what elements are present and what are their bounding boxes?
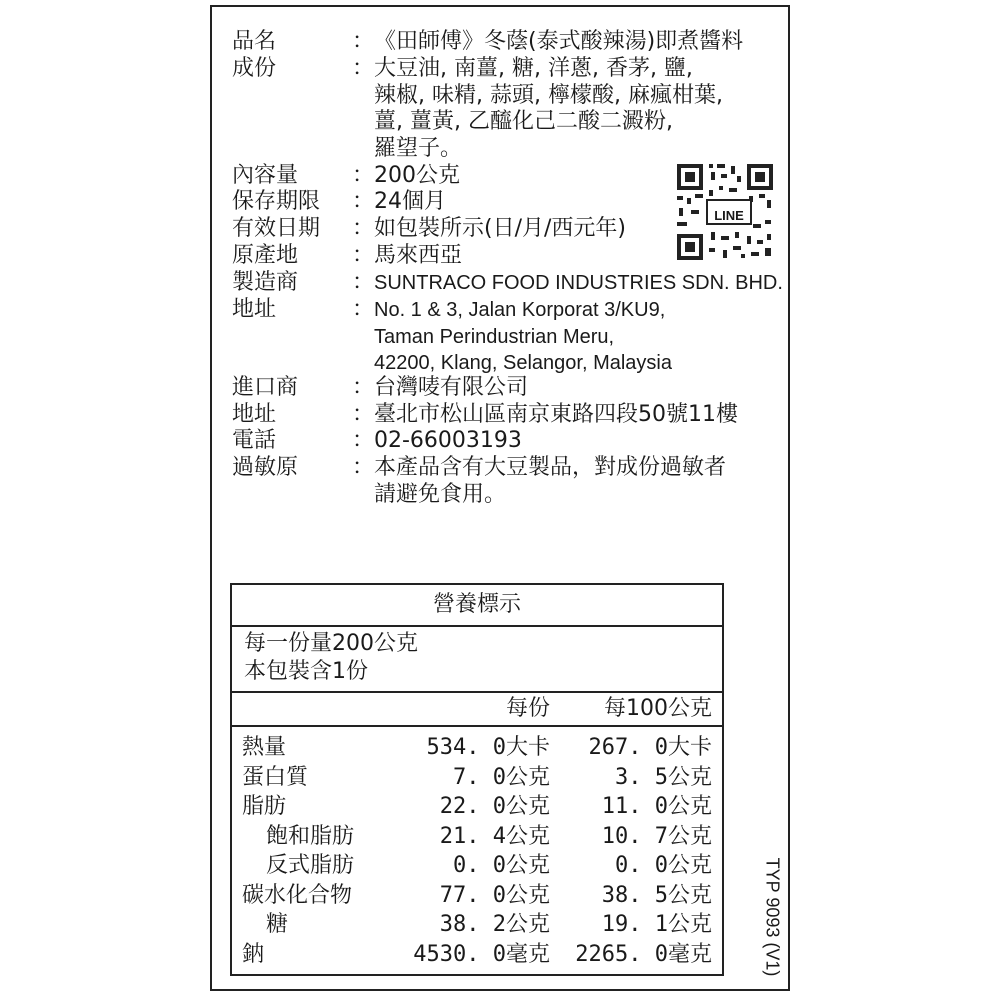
nutrient-name: 飽和脂肪 bbox=[266, 823, 355, 849]
info-value bbox=[374, 297, 672, 377]
info-value bbox=[374, 29, 743, 56]
nutrition-table bbox=[230, 583, 724, 976]
per-serving-value: 38. 2公克 bbox=[439, 912, 550, 937]
info-line: 臺北市松山區南京東路四段50號11樓 bbox=[374, 402, 738, 427]
nutrient-name: 蛋白質 bbox=[242, 764, 309, 790]
info-value bbox=[374, 428, 522, 455]
nutrition-row bbox=[232, 763, 722, 793]
product-label bbox=[210, 5, 790, 991]
info-line: SUNTRACO FOOD INDUSTRIES SDN. BHD. bbox=[374, 272, 783, 294]
info-value bbox=[374, 402, 738, 429]
nutrition-row bbox=[232, 733, 722, 763]
per-100g-value: 19. 1公克 bbox=[601, 912, 712, 937]
info-colon: ： bbox=[352, 163, 375, 188]
per-serving-value: 534. 0大卡 bbox=[426, 735, 550, 760]
header-per-100g: 每100公克 bbox=[604, 696, 712, 721]
info-value bbox=[374, 163, 460, 190]
nutrient-name: 脂肪 bbox=[242, 794, 287, 819]
per-serving-value: 4530. 0毫克 bbox=[413, 941, 550, 967]
info-value bbox=[374, 455, 726, 508]
info-colon: ： bbox=[352, 189, 375, 214]
nutrition-row bbox=[232, 940, 722, 970]
info-line: No. 1 & 3, Jalan Korporat 3/KU9, bbox=[374, 299, 666, 321]
info-colon: ： bbox=[352, 375, 375, 400]
info-key: 進口商 bbox=[232, 375, 299, 400]
nutrient-name: 碳水化合物 bbox=[242, 882, 353, 908]
info-line: 200公克 bbox=[374, 163, 460, 188]
info-colon: ： bbox=[352, 455, 375, 480]
info-colon: ： bbox=[352, 402, 375, 427]
info-value bbox=[374, 56, 723, 162]
info-line: 台灣唛有限公司 bbox=[374, 375, 529, 400]
nutrition-serving-info bbox=[232, 625, 722, 693]
per-100g-value: 0. 0公克 bbox=[615, 853, 712, 878]
info-line: 《田師傅》冬蔭(泰式酸辣湯)即煮醬料 bbox=[374, 29, 744, 54]
nutrition-row bbox=[232, 910, 722, 940]
nutrition-title: 營養標示 bbox=[232, 585, 722, 627]
info-line: 羅望子。 bbox=[374, 135, 463, 161]
info-line: 本產品含有大豆製品，對成份過敏者 bbox=[374, 455, 727, 480]
label-code bbox=[757, 852, 787, 982]
info-line: 請避免食用。 bbox=[374, 481, 507, 507]
header-per-serving: 每份 bbox=[505, 696, 550, 721]
info-value bbox=[374, 270, 783, 297]
info-value bbox=[374, 189, 446, 216]
qr-logo-text: LINE bbox=[714, 208, 744, 223]
per-serving-value: 22. 0公克 bbox=[439, 794, 550, 819]
nutrient-name: 熱量 bbox=[242, 735, 287, 760]
label-code-text: TYP 9093 (V1) bbox=[762, 857, 783, 977]
nutrient-name: 糖 bbox=[266, 912, 289, 937]
per-100g-value: 267. 0大卡 bbox=[588, 735, 712, 760]
serving-size: 每一份量200公克 bbox=[244, 631, 418, 656]
info-key: 內容量 bbox=[232, 163, 299, 188]
info-key: 製造商 bbox=[232, 270, 299, 295]
per-100g-value: 11. 0公克 bbox=[601, 794, 712, 819]
info-key: 原產地 bbox=[232, 243, 299, 268]
info-line: 薑, 薑黃, 乙醯化己二酸二澱粉, bbox=[374, 109, 673, 134]
per-serving-value: 77. 0公克 bbox=[439, 882, 550, 908]
info-key: 成份 bbox=[232, 56, 277, 81]
info-colon: ： bbox=[352, 216, 375, 241]
nutrition-row bbox=[232, 822, 722, 852]
info-key: 品名 bbox=[232, 29, 277, 54]
per-serving-value: 0. 0公克 bbox=[453, 853, 550, 878]
info-value bbox=[374, 375, 528, 402]
nutrition-header-row bbox=[232, 691, 722, 727]
nutrition-row bbox=[232, 881, 722, 911]
info-key: 過敏原 bbox=[232, 455, 299, 480]
nutrient-name: 反式脂肪 bbox=[266, 853, 355, 878]
info-key: 有效日期 bbox=[232, 216, 321, 241]
per-100g-value: 10. 7公克 bbox=[601, 823, 712, 849]
info-line: 02-66003193 bbox=[374, 428, 522, 453]
info-line: 辣椒, 味精, 蒜頭, 檸檬酸, 麻瘋柑葉, bbox=[374, 82, 723, 108]
info-key: 地址 bbox=[232, 402, 277, 427]
per-100g-value: 3. 5公克 bbox=[615, 764, 712, 790]
info-colon: ： bbox=[352, 243, 375, 268]
info-key: 保存期限 bbox=[232, 189, 321, 214]
nutrition-row bbox=[232, 851, 722, 881]
info-colon: ： bbox=[352, 428, 375, 453]
info-line: Taman Perindustrian Meru, bbox=[374, 325, 615, 348]
info-line: 馬來西亞 bbox=[374, 243, 463, 268]
info-colon: ： bbox=[352, 270, 375, 295]
info-colon: ： bbox=[352, 297, 375, 322]
per-100g-value: 2265. 0毫克 bbox=[575, 941, 712, 967]
per-100g-value: 38. 5公克 bbox=[601, 882, 712, 908]
info-line: 如包裝所示(日/月/西元年) bbox=[374, 216, 626, 241]
info-value bbox=[374, 216, 626, 243]
info-line: 大豆油, 南薑, 糖, 洋蔥, 香茅, 鹽, bbox=[374, 56, 693, 81]
info-key: 地址 bbox=[232, 297, 277, 322]
info-line: 42200, Klang, Selangor, Malaysia bbox=[374, 352, 672, 374]
per-serving-value: 7. 0公克 bbox=[453, 764, 550, 790]
servings-per-package: 本包裝含1份 bbox=[244, 659, 368, 684]
info-line: 24個月 bbox=[374, 189, 446, 214]
nutrient-name: 鈉 bbox=[242, 941, 265, 967]
info-value bbox=[374, 243, 462, 270]
info-colon: ： bbox=[352, 56, 375, 81]
info-colon: ： bbox=[352, 29, 375, 54]
per-serving-value: 21. 4公克 bbox=[439, 823, 550, 849]
nutrition-row bbox=[232, 792, 722, 822]
info-key: 電話 bbox=[232, 428, 277, 453]
